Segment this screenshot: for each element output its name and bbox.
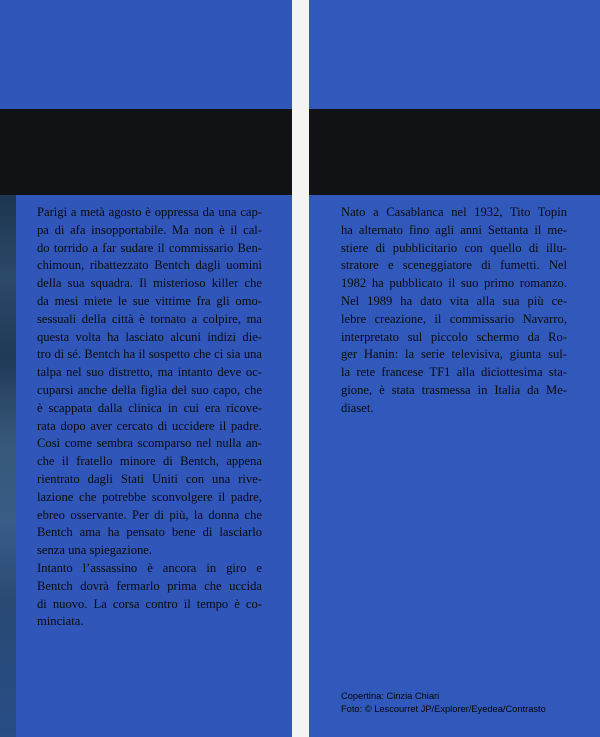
text-line: senza una spiegazione.	[37, 543, 153, 558]
text-line: Parigi a metà agosto è oppressa da una cap-	[37, 205, 262, 219]
synopsis-text	[37, 204, 262, 631]
photo-credit: Foto: © Lescourret JP/Explorer/Eyedea/Contrasto	[341, 704, 546, 714]
spine-gutter	[292, 0, 309, 737]
text-line: tro di sé. Bentch ha il sospetto che ci sia una	[37, 347, 262, 362]
text-line: sessuali della città è tornato a colpire, ma	[37, 311, 262, 326]
text-line: rientrato dagli Stati Uniti con una rive-	[37, 471, 262, 486]
text-line: stiere di pubblicitario con quello di illu-	[341, 240, 567, 255]
text-line: che il fratello minore di Bentch, appena	[37, 454, 262, 469]
text-line: gione, è stata trasmessa in Italia da Me-	[341, 382, 567, 397]
text-line: rata dopo aver cercato di uccidere il padre.	[37, 418, 262, 433]
author-bio-text	[341, 204, 567, 418]
text-line: 1982 ha pubblicato il suo primo romanzo.	[341, 276, 567, 291]
black-band	[309, 109, 600, 195]
cover-credit: Copertina: Cinzia Chiari	[341, 691, 440, 701]
text-line: la rete francese TF1 alla diciottesima sta-	[341, 365, 567, 380]
text-line: pa di afa insopportabile. Ma non è il cal-	[37, 222, 262, 237]
text-line: interpretato sul piccolo schermo da Ro-	[341, 329, 567, 344]
black-band	[0, 109, 292, 195]
text-line: è scappata dalla clinica in cui era ricove-	[37, 400, 262, 415]
text-line: minciata.	[37, 614, 84, 629]
text-line: della sua squadra. Il misterioso killer che	[37, 276, 262, 291]
text-line: do torrido a far sudare il commissario Ben-	[37, 240, 262, 255]
text-line: ebreo osservante. Per di più, la donna che	[37, 507, 262, 522]
text-line: da mesi miete le sue vittime fra gli omo-	[37, 293, 262, 308]
text-line: di nuovo. La corsa contro il tempo è co-	[37, 596, 262, 611]
text-line: diaset.	[341, 400, 374, 415]
text-line: ha alternato fino agli anni Settanta il me-	[341, 222, 567, 237]
cover-photo-edge	[0, 195, 16, 737]
text-line: Intanto l’assassino è ancora in giro e	[37, 560, 262, 575]
text-line: lebre creazione, il commissario Navarro,	[341, 311, 567, 326]
text-line: Nato a Casablanca nel 1932, Tito Topin	[341, 205, 567, 219]
text-line: Bentch ama ha pensato bene di lasciarlo	[37, 525, 262, 540]
left-flap	[0, 0, 292, 737]
text-line: questa volta ha lasciato alcuni indizi die-	[37, 329, 262, 344]
text-line: lazione che potrebbe sconvolgere il padre,	[37, 489, 262, 504]
text-line: Nel 1989 ha dato vita alla sua più ce-	[341, 293, 567, 308]
text-line: cuparsi anche della figlia del suo capo, che	[37, 382, 262, 397]
text-line: ger Hanin: la serie televisiva, giunta sul-	[341, 347, 567, 362]
text-line: Bentch dovrà fermarlo prima che uccida	[37, 578, 262, 593]
text-line: Così come sembra scomparso nel nulla an-	[37, 436, 262, 451]
credits	[341, 690, 546, 716]
text-line: chimoun, ribattezzato Bentch dagli uomini	[37, 258, 262, 273]
text-line: talpa nel suo distretto, ma intanto deve oc-	[37, 365, 262, 380]
text-line: stratore e sceneggiatore di fumetti. Nel	[341, 258, 567, 273]
